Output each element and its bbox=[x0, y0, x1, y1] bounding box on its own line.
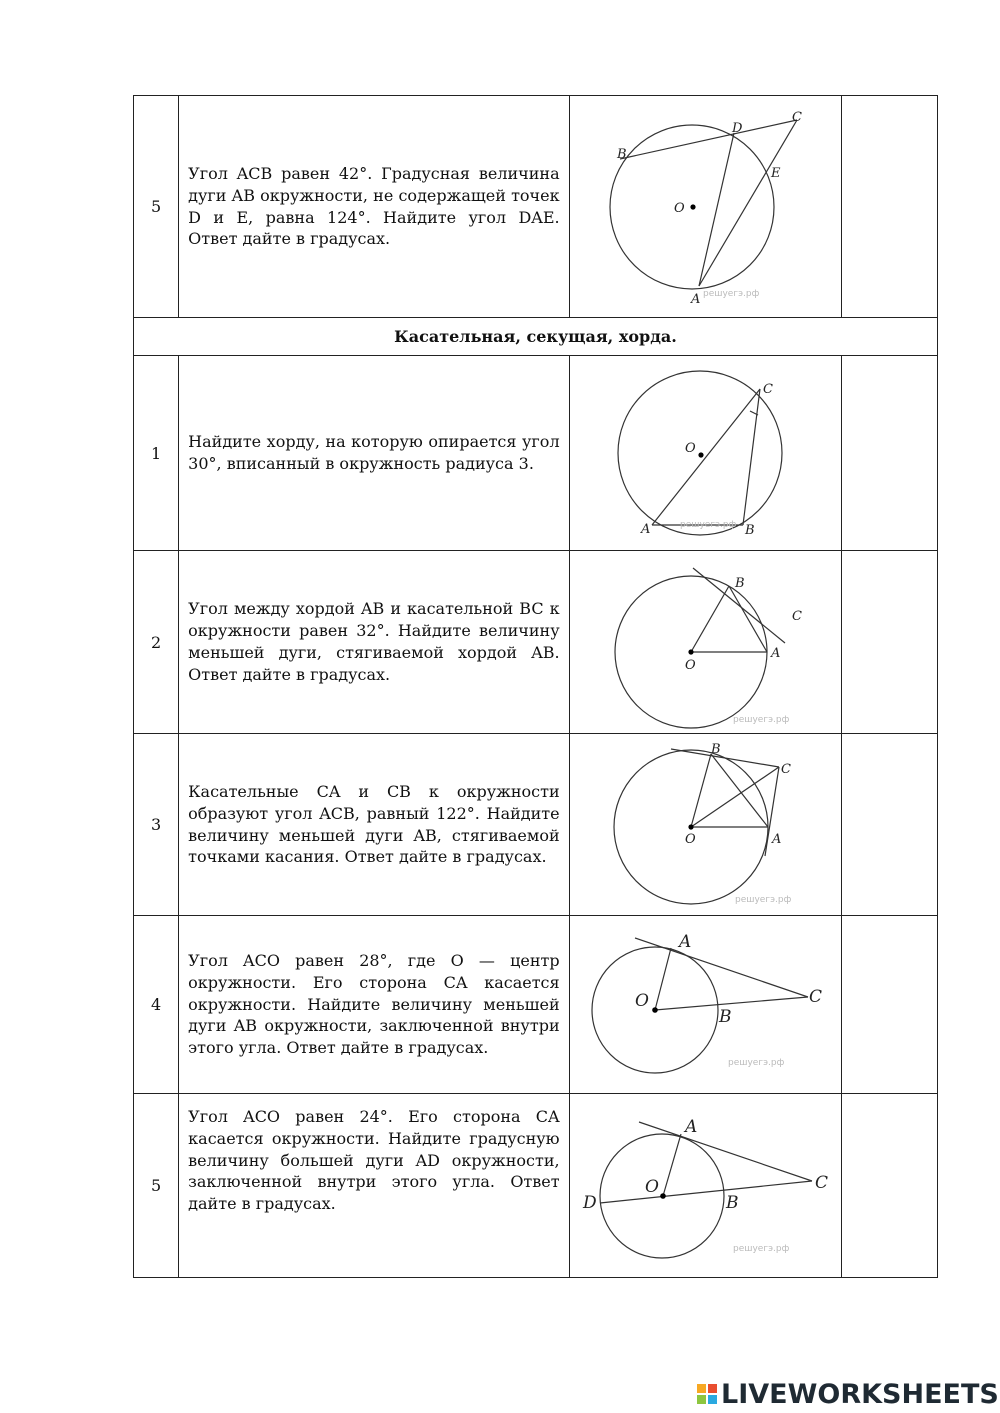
point-label: A bbox=[679, 931, 692, 952]
problem-text: Найдите хорду, на которую опирается угол 30°, вписанный в окружность радиуса 3. bbox=[188, 432, 560, 473]
answer-input[interactable] bbox=[847, 1172, 931, 1200]
section-row bbox=[134, 318, 938, 356]
point-label: C bbox=[792, 109, 803, 125]
problem-row bbox=[134, 734, 938, 916]
brand-name: LIVEWORKSHEETS bbox=[721, 1378, 999, 1410]
point-label: B bbox=[617, 146, 627, 162]
point-label: O bbox=[645, 1177, 660, 1197]
point-label: C bbox=[781, 761, 792, 777]
figure-cell bbox=[569, 734, 841, 916]
geometry-figure bbox=[575, 920, 835, 1090]
point-label: A bbox=[771, 646, 781, 661]
watermark: решуегэ.рф bbox=[733, 715, 790, 725]
problem-text: Угол ACO равен 24°. Его сторона CA касается окружности. Найдите градусную величину большей дуги AD окружности, заключенной внутри этого угла. Ответ дайте в градусах. bbox=[188, 1107, 560, 1214]
point-label: B bbox=[735, 576, 745, 591]
problem-number: 3 bbox=[134, 734, 179, 916]
geometry-figure bbox=[575, 740, 835, 910]
liveworksheets-logo-icon bbox=[697, 1384, 717, 1404]
logo-square bbox=[697, 1395, 706, 1404]
point-label: A bbox=[641, 522, 651, 537]
problem-text: Угол между хордой AB и касательной BC к окружности равен 32°. Найдите величину меньшей дуги, стягиваемой хордой AB. Ответ дайте в градусах. bbox=[188, 599, 560, 684]
point-label: A bbox=[772, 831, 782, 847]
point-label: C bbox=[763, 382, 774, 397]
problem-text: Угол ACB равен 42°. Градусная величина дуги AB окружности, не содержащей точек D и E, равна 124°. Найдите угол DAE. Ответ дайте в градусах. bbox=[188, 163, 560, 249]
point-label: O bbox=[635, 990, 650, 1011]
answer-input[interactable] bbox=[847, 811, 931, 839]
point-label: C bbox=[815, 1173, 829, 1193]
problem-number: 4 bbox=[134, 916, 179, 1094]
problem-row bbox=[134, 551, 938, 734]
problem-row bbox=[134, 1094, 938, 1278]
problem-text: Угол ACO равен 28°, где O — центр окружности. Его сторона CA касается окружности. Найдите величину меньшей дуги AB окружности, заключенной внутри этого угла. Ответ дайте в градусах. bbox=[188, 951, 560, 1058]
figure-cell bbox=[569, 96, 841, 318]
watermark: решуегэ.рф bbox=[728, 1057, 785, 1068]
problem-number: 1 bbox=[134, 356, 179, 551]
watermark: решуегэ.рф bbox=[733, 1244, 790, 1254]
geometry-figure bbox=[575, 557, 835, 727]
problem-number: 5 bbox=[134, 1094, 179, 1278]
problem-text: Касательные CA и CB к окружности образуют угол ACB, равный 122°. Найдите величину меньшей дуги AB, стягиваемой точками касания. Ответ дайте в градусах. bbox=[188, 781, 560, 867]
watermark: решуегэ.рф bbox=[680, 520, 737, 530]
point-label: O bbox=[685, 658, 696, 673]
geometry-figure bbox=[575, 363, 835, 543]
watermark: решуегэ.рф bbox=[735, 894, 792, 905]
section-title: Касательная, секущая, хорда. bbox=[134, 318, 938, 356]
point-label: B bbox=[726, 1193, 739, 1213]
figure-cell bbox=[569, 916, 841, 1094]
point-label: O bbox=[674, 200, 685, 216]
figure-cell bbox=[569, 356, 841, 551]
point-label: B bbox=[711, 741, 721, 757]
answer-input[interactable] bbox=[847, 439, 931, 467]
answer-input[interactable] bbox=[847, 991, 931, 1019]
point-label: C bbox=[809, 986, 823, 1007]
brand-footer bbox=[697, 1377, 999, 1411]
problem-row bbox=[134, 356, 938, 551]
point-label: D bbox=[583, 1193, 597, 1213]
point-label: B bbox=[745, 523, 755, 538]
point-label: E bbox=[771, 165, 781, 181]
problem-row bbox=[134, 96, 938, 318]
answer-input[interactable] bbox=[847, 628, 931, 656]
worksheet-table bbox=[133, 95, 938, 1278]
point-label: D bbox=[732, 120, 743, 136]
geometry-figure bbox=[575, 1098, 835, 1273]
problem-row bbox=[134, 916, 938, 1094]
point-label: A bbox=[685, 1117, 698, 1137]
logo-square bbox=[708, 1395, 717, 1404]
geometry-figure bbox=[575, 102, 835, 312]
problem-number: 5 bbox=[134, 96, 179, 318]
answer-input[interactable] bbox=[847, 193, 931, 221]
problem-number: 2 bbox=[134, 551, 179, 734]
figure-cell bbox=[569, 1094, 841, 1278]
point-label: O bbox=[685, 441, 696, 456]
point-label: A bbox=[691, 291, 701, 307]
point-label: O bbox=[685, 831, 696, 847]
watermark: решуегэ.рф bbox=[703, 288, 760, 299]
point-label: C bbox=[792, 609, 803, 624]
point-label: B bbox=[719, 1006, 732, 1027]
figure-cell bbox=[569, 551, 841, 734]
logo-square bbox=[708, 1384, 717, 1393]
logo-square bbox=[697, 1384, 706, 1393]
